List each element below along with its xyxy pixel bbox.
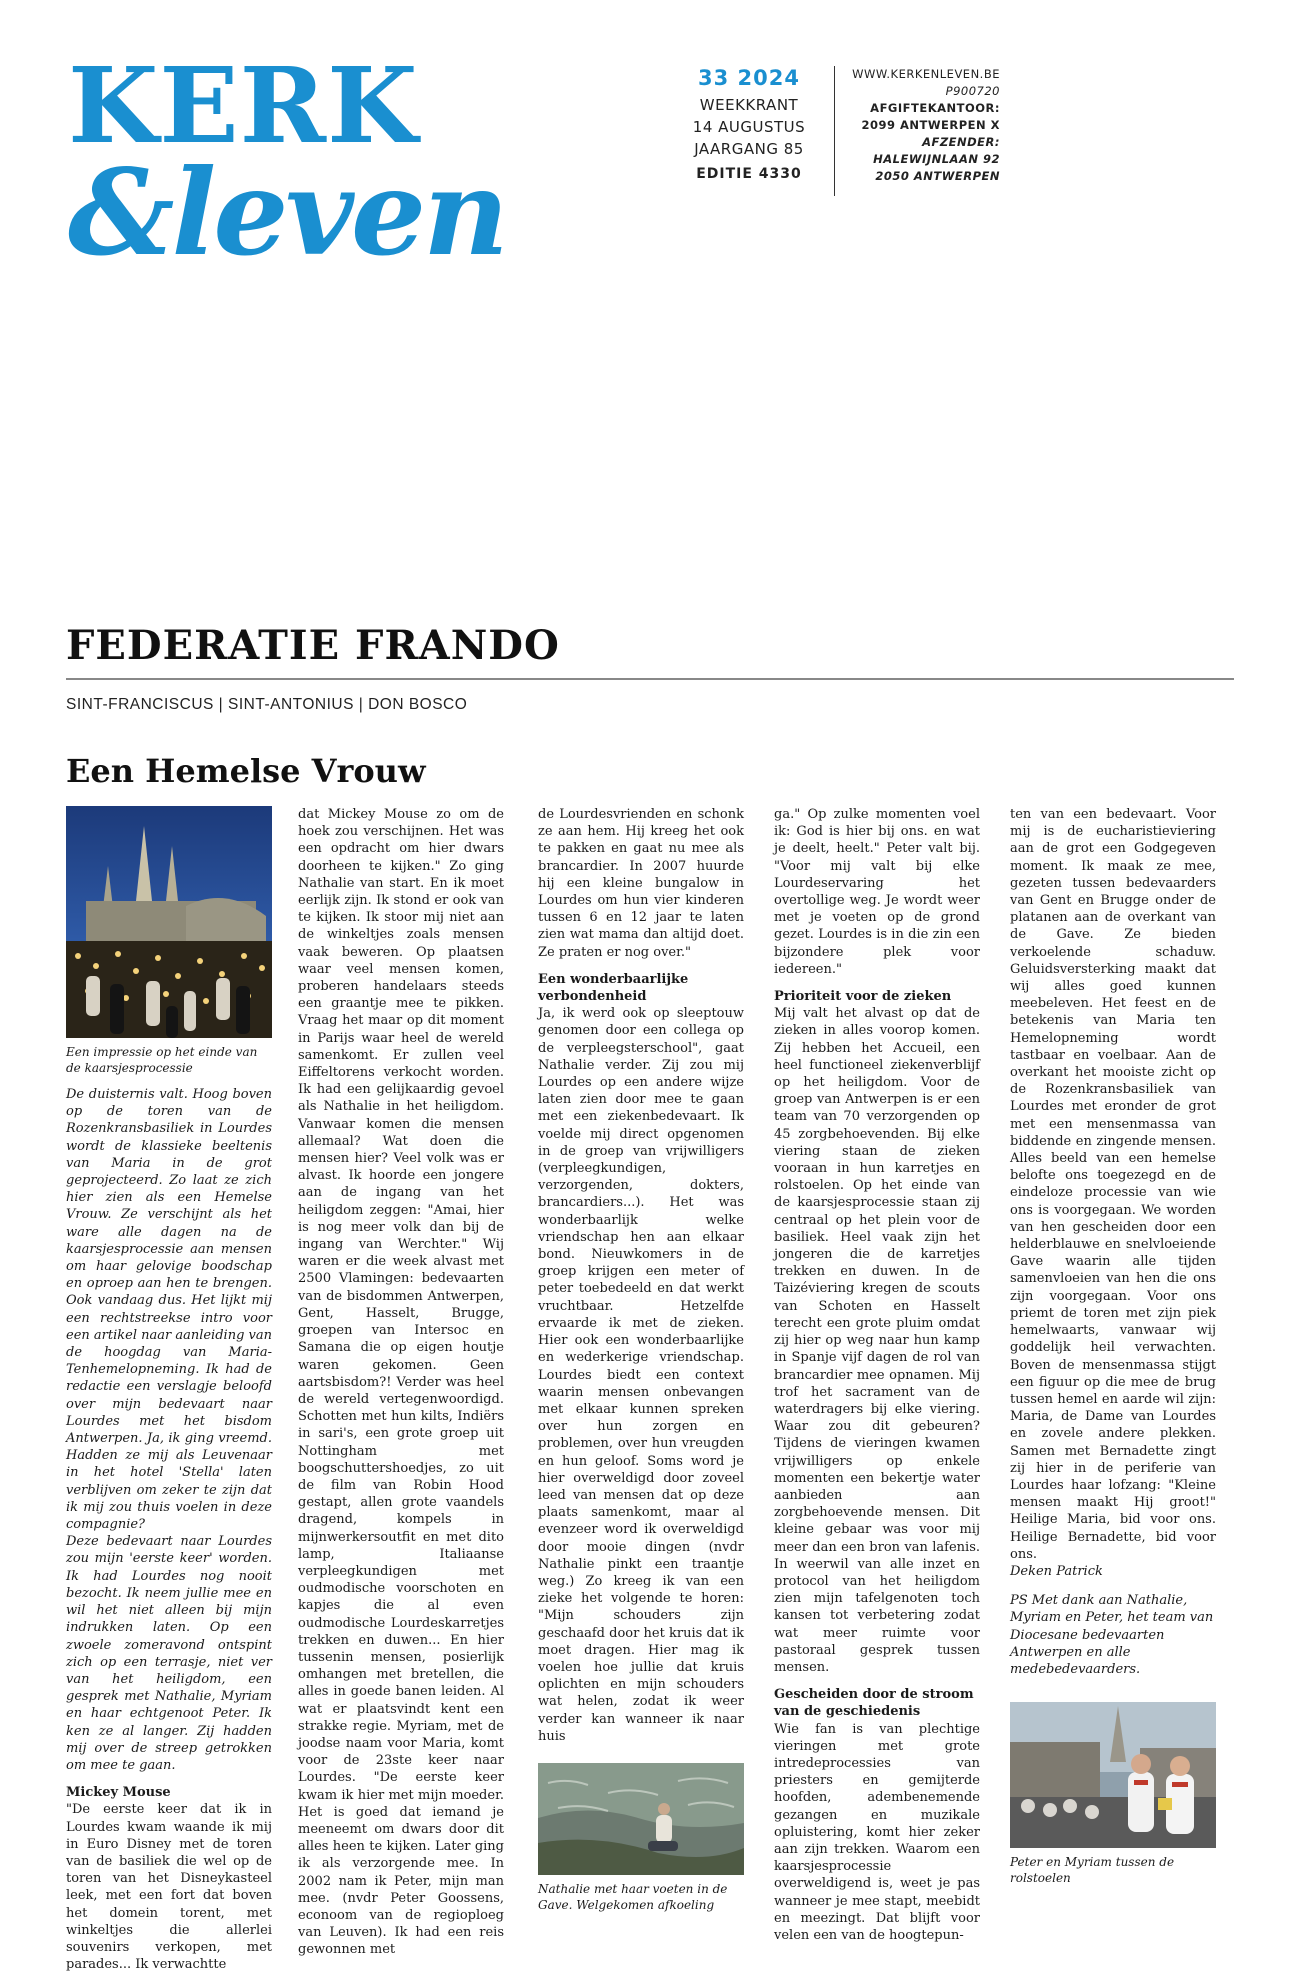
office-address: 2099 ANTWERPEN X	[861, 118, 1000, 132]
paragraph: ten van een bedevaart. Voor mij is de eucharistieviering aan de grot een Godgegeven moment. Ik maak ze mee, gezeten tussen bedevaarders van Gent en Brugge onder de platanen aan de overkant van de Gave. Ze bieden verkoelende schaduw. Geluidsversterking maakt dat wij alles goed kunnen meebeleven. Het feest en de betekenis van Maria ten Hemelopneming wordt tastbaar en voelbaar. Aan de overkant het mooiste zicht op de Rozenkransbasiliek van Lourdes met eronder de grot met een mensenmassa van biddende en zingende mensen. Alles beeld van een hemelse belofte ons toegezegd en de eindeloze processie van wie ons is voorgegaan. We worden van hen gescheiden door een helderblauwe en snelvloeiende Gave waarin alle tijden samenvloeien van hen die ons zijn voorgegaan. Voor ons priemt de toren met zijn piek hemelwaarts, vanwaar wij goddelijk heil verwachten. Boven de mensenmassa stijgt een figuur op die mee de brug tussen hemel en aarde wil zijn: Maria, de Dame van Lourdes en zovele andere plekken. Samen met Bernadette zingt zij hier in de periferie van Lourdes haar lofzang: "Kleine mensen maakt Hij groot!" Heilige Maria, bid voor ons. Heilige Bernadette, bid voor ons.	[1010, 807, 1216, 1562]
wheelchair-photo-caption: Peter en Myriam tussen de rolstoelen	[1010, 1855, 1175, 1886]
article-intro: De duisternis valt. Hoog boven op de toren van de Rozenkransbasiliek in Lourdes wordt de klassieke beeltenis van Maria in de grot geprojecteerd. Zo laat ze zich hier zien als een Hemelse Vrouw. Ze verschijnt als het ware alle dagen na de kaarsjesprocessie aan mensen om haar gelovige boodschap en oproep aan hen te brengen. Ook vandaag dus. Het lijkt mij een rechtstreekse intro voor een artikel naar aanleiding van de hoogdag van Maria-Tenhemelopneming. Ik had de redactie een verslagje beloofd over mijn bedevaart naar Lourdes met het bisdom Antwerpen. Ja, ik ging vreemd. Hadden ze mij als Leuvenaar in het hotel 'Stella' laten verblijven om zeker te zijn dat ik mij zou thuis voelen in deze compagnie?	[66, 1087, 272, 1533]
article-column-2	[298, 806, 504, 1959]
paragraph: dat Mickey Mouse zo om de hoek zou verschijnen. Het was een opdracht om hier dwars doorheen te kijken." Zo ging Nathalie van start. En ik moet eerlijk zijn. Ik stond er ook van te kijken. Ik stoor mij niet aan de winkeltjes zoals mensen vaak beweren. Op plaatsen waar veel mensen komen, proberen handelaars steeds een graantje mee te pikken. Vraag het maar op dit moment in Parijs waar heel de wereld samenkomt. Er zullen veel Eiffeltorens verkocht worden. Ik had een gelijkaardig gevoel als Nathalie in het heiligdom. Vanwaar komen die mensen allemaal? Wat doen die mensen hier? Veel volk was er alvast. Ik hoorde een jongere aan de ingang van het heiligdom zeggen: "Amai, hier is nog meer volk dan bij de ingang van Werchter." Wij waren er die week alvast met 2500 Vlamingen: bedevaarten van de bisdommen Antwerpen, Gent, Hasselt, Brugge, groepen van Intersoc en Samana die op eigen houtje waren gekomen. Geen aartsbisdom?! Verder was heel de wereld vertegenwoordigd. Schotten met hun kilts, Indiërs in sari's, een grote groep uit Nottingham met boogschuttershoedjes, zo uit de film van Robin Hood gestapt, allen grote vaandels dragend, kompels in mijnwerkersoutfit en met dito lamp, Italiaanse verpleegkundigen met oudmodische voorschoten en kapjes die al even oudmodische Lourdeskarretjes trekken en duwen... En hier tussenin mensen, posierlijk omhangen met bretellen, die alles in goede banen leiden. Al wat er plaatsvindt kent een strakke regie. Myriam, met de joodse naam voor Maria, komt voor de 23ste keer naar Lourdes. "De eerste keer kwam ik hier met mijn moeder. Het is goed dat iemand je meeneemt om dwars door dit alles heen te kijken. Later ging ik als verzorgende mee. In 2002 nam ik Peter, mijn man mee. (nvdr Peter Goossens, econoom van de regioploeg van Leuven). Ik had een reis gewonnen met	[298, 807, 504, 1958]
article-column-4	[774, 806, 980, 1944]
office-label: AFGIFTEKANTOOR:	[870, 101, 1000, 115]
paragraph: Mij valt het alvast op dat de zieken in alles voorop komen. Zij hebben het Accueil, een heel functioneel ziekenverblijf op het heiligdom. Voor de groep van Antwerpen is er een team van 70 verzorgenden op 45 zorgbehoevenden. Bij elke viering staan de zieken vooraan in hun karretjes en rolstoelen. Op het einde van de kaarsjesprocessie staan zij centraal op het plein voor de basiliek. Heel vaak zijn het jongeren die de karretjes trekken en duwen. In de Taizéviering kregen de scouts van Schoten en Hasselt terecht een grote pluim omdat zij hier op weg naar hun kamp in Spanje vijf dagen de rol van brancardier mee opnamen. Mij trof het sacrament van de waterdragers bij elke viering. Waar zou dit gebeuren? Tijdens de vieringen kwamen vrijwilligers op enkele momenten een bekertje water aanbieden aan zorgbehoevende mensen. Dit kleine gebaar was voor mij meer dan een bron van lafenis. In weerwil van alle inzet en protocol van het heiligdom zien mijn tafelgenoten toch kansen tot verbetering zodat wat meer ruimte voor pastoraal gesprek tussen mensen.	[774, 1006, 980, 1675]
kerk-en-leven-logo	[68, 44, 588, 282]
masthead-divider	[834, 66, 835, 196]
issue-info	[680, 66, 818, 182]
paragraph: "De eerste keer dat ik in Lourdes kwam waande ik mij in Euro Disney met de toren van de basiliek die wel op de toren van het Disneykasteel leek, met een fort dat boven het domein torent, met winkeltjes die allerlei souvenirs verkopen, met parades... Ik verwachtte	[66, 1802, 272, 1973]
postscript: PS Met dank aan Nathalie, Myriam en Peter, het team van Diocesane bedevaarten Antwerpen en alle medebedevaarders.	[1010, 1593, 1214, 1677]
article-intro-2: Deze bedevaart naar Lourdes zou mijn 'eerste keer' worden. Ik had Lourdes nog nooit bezocht. Ik neem jullie mee en wil het niet alleen bij mijn indrukken laten. Op een zwoele zomeravond ontspint zich op een terrasje, niet ver van het heiligdom, een gesprek met Nathalie, Myriam en haar echtgenoot Peter. Ik ken ze al langer. Zij hadden mij over de streep getrokken om mee te gaan.	[66, 1534, 272, 1773]
article-headline: Een Hemelse Vrouw	[66, 752, 426, 790]
subheading-gescheiden: Gescheiden door de stroom van de geschiedenis	[774, 1687, 974, 1720]
paragraph: Wie fan is van plechtige vieringen met grote intredeprocessies van priesters en gemijterde hoofden, adembenemende gezangen en muzikale opluistering, komt hier zeker aan zijn trekken. Waarom een kaarsjesprocessie overweldigend is, weet je pas wanneer je mee stapt, meebidt en meezingt. Dat blijft voor velen een van de hoogtepun-	[774, 1721, 980, 1943]
article-column-1	[66, 806, 272, 1973]
logo-line-leven: &leven	[68, 143, 506, 282]
edition-label: EDITIE 4330	[696, 166, 802, 182]
article-column-3	[538, 806, 744, 1923]
sender-label: AFZENDER:	[922, 135, 1000, 149]
logo-line-kerk: KERK	[68, 44, 419, 167]
paragraph: ga." Op zulke momenten voel ik: God is hier bij ons. en wat je deelt, heelt." Peter valt bij. "Voor mij valt bij elke Lourdeservaring het overtollige weg. Je wordt weer met je voeten op de grond gezet. Lourdes is in die zin een bijzondere plek voor iedereen."	[774, 807, 980, 977]
sender-city: 2050 ANTWERPEN	[875, 169, 1000, 183]
volume-label: JAARGANG 85	[694, 140, 804, 158]
website-url[interactable]: WWW.KERKENLEVEN.BE	[852, 67, 1000, 81]
sender-street: HALEWIJNLAAN 92	[873, 152, 1000, 166]
weekly-label: WEEKKRANT	[699, 96, 799, 114]
issue-number: 33 2024	[698, 66, 800, 90]
river-photo	[538, 1763, 744, 1875]
subheading-mickey-mouse: Mickey Mouse	[66, 1785, 171, 1801]
section-title: FEDERATIE FRANDO	[66, 622, 560, 669]
article-column-5	[1010, 806, 1216, 1896]
subheading-verbondenheid: Een wonderbaarlijke verbondenheid	[538, 971, 689, 1005]
section-divider	[66, 678, 1234, 680]
section-subtitle: SINT-FRANCISCUS | SINT-ANTONIUS | DON BOSCO	[66, 696, 468, 713]
procession-photo	[66, 806, 272, 1038]
paragraph: Ja, ik werd ook op sleeptouw genomen door een collega op de verpleegsterschool", gaat Nathalie verder. Zij zou mij Lourdes op een andere wijze laten zien door mee te gaan met een ziekenbedevaart. Ik voelde mij direct opgenomen in de groep van vrijwilligers (verpleegkundigen, verzorgenden, dokters, brancardiers...). Het was wonderbaarlijk welke vriendschap hen aan elkaar bond. Nieuwkomers in de groep krijgen een meter of peter toebedeeld en dat werkt vruchtbaar. Hetzelfde ervaarde ik met de zieken. Hier ook een wonderbaarlijke en wederkerige vriendschap. Lourdes biedt een context waarin mensen onbevangen met elkaar kunnen spreken over hun zorgen en problemen, over hun vreugden en hun geloof. Soms word je hier overweldigd door zoveel leed van mensen dat op deze plaats samenkomt, maar al evenzeer word ik overweldigd door mooie dingen (nvdr Nathalie pinkt een traantje weg.) Zo kreeg ik van een zieke het volgende te horen: "Mijn schouders zijn geschaafd door het kruis dat ik moet dragen. Hier mag ik voelen hoe jullie dat kruis oplichten en mijn schouders wat helen, zodat ik weer verder kan wanneer ik naar huis	[538, 1006, 744, 1744]
subheading-prioriteit: Prioriteit voor de zieken	[774, 989, 952, 1005]
issue-date: 14 AUGUSTUS	[692, 118, 806, 136]
river-photo-caption: Nathalie met haar voeten in de Gave. Welgekomen afkoeling	[538, 1881, 728, 1912]
wheelchair-photo	[1010, 1702, 1216, 1848]
postal-code: P900720	[945, 84, 1000, 98]
procession-photo-caption: Een impressie op het einde van de kaarsjesprocessie	[66, 1045, 258, 1075]
postal-info	[850, 66, 1000, 185]
paragraph: de Lourdesvrienden en schonk ze aan hem. Hij kreeg het ook te pakken en gaat nu mee als brancardier. In 2007 huurde hij een kleine bungalow in Lourdes om hun vier kinderen tussen 6 en 12 jaar te laten zien wat mama dan altijd doet. Ze praten er nog over."	[538, 807, 744, 960]
signature: Deken Patrick	[1010, 1563, 1103, 1579]
